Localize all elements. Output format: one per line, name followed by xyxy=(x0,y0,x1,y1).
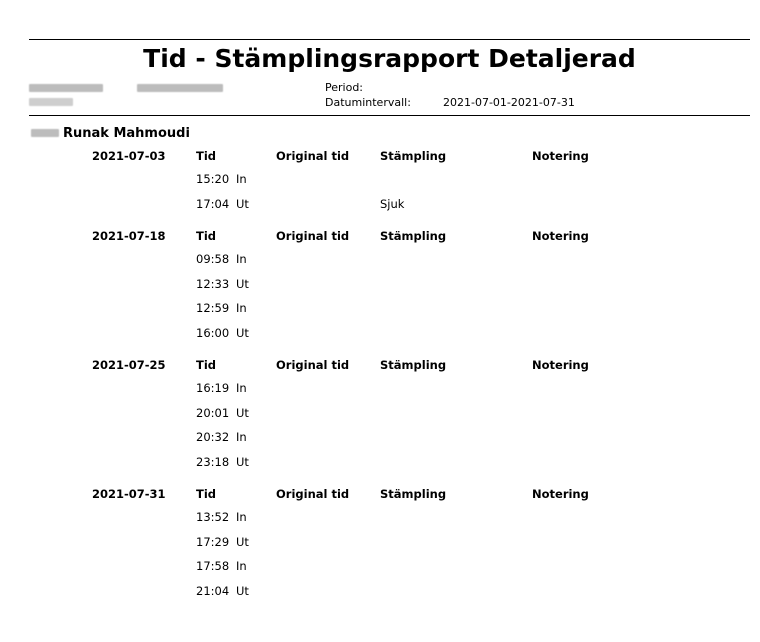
redacted-company-name xyxy=(137,84,223,92)
entry-time: 12:59 xyxy=(196,301,230,315)
entry-time: 20:01 xyxy=(196,406,230,420)
interval-value: 2021-07-01-2021-07-31 xyxy=(443,96,575,109)
day-date: 2021-07-03 xyxy=(92,149,166,163)
entry-direction: Ut xyxy=(236,406,249,420)
column-header-notering: Notering xyxy=(532,229,589,243)
column-header-original-tid: Original tid xyxy=(276,487,350,501)
column-header-stampling: Stämpling xyxy=(380,229,447,243)
entry-direction: Ut xyxy=(236,326,249,340)
entry-time: 17:29 xyxy=(196,535,230,549)
report-title: Tid - Stämplingsrapport Detaljerad xyxy=(143,44,636,73)
column-header-original-tid: Original tid xyxy=(276,358,350,372)
column-header-tid: Tid xyxy=(196,229,217,243)
entry-time: 21:04 xyxy=(196,584,230,598)
entry-time: 16:00 xyxy=(196,326,230,340)
column-header-original-tid: Original tid xyxy=(276,229,350,243)
entry-direction: In xyxy=(236,559,247,573)
entry-time: 13:52 xyxy=(196,510,230,524)
redacted-company-line-2 xyxy=(29,98,73,106)
top-rule xyxy=(29,39,750,40)
column-header-stampling: Stämpling xyxy=(380,149,447,163)
entry-direction: Ut xyxy=(236,584,249,598)
header-rule xyxy=(29,115,750,116)
redacted-employee-id xyxy=(31,129,59,137)
entry-direction: In xyxy=(236,252,247,266)
entry-direction: Ut xyxy=(236,197,249,211)
entry-time: 15:20 xyxy=(196,172,230,186)
interval-label: Datumintervall: xyxy=(325,96,411,109)
entry-direction: In xyxy=(236,301,247,315)
employee-name: Runak Mahmoudi xyxy=(63,126,190,141)
redacted-company-line-1 xyxy=(29,84,103,92)
entry-time: 17:04 xyxy=(196,197,230,211)
day-group xyxy=(0,229,760,349)
column-header-notering: Notering xyxy=(532,358,589,372)
column-header-tid: Tid xyxy=(196,487,217,501)
column-header-original-tid: Original tid xyxy=(276,149,350,163)
column-header-stampling: Stämpling xyxy=(380,358,447,372)
entry-direction: Ut xyxy=(236,455,249,469)
entry-direction: In xyxy=(236,430,247,444)
column-header-notering: Notering xyxy=(532,487,589,501)
column-header-stampling: Stämpling xyxy=(380,487,447,501)
column-header-tid: Tid xyxy=(196,358,217,372)
day-date: 2021-07-18 xyxy=(92,229,166,243)
day-date: 2021-07-31 xyxy=(92,487,166,501)
entry-direction: In xyxy=(236,172,247,186)
day-date: 2021-07-25 xyxy=(92,358,166,372)
entry-time: 17:58 xyxy=(196,559,230,573)
entry-stampling: Sjuk xyxy=(380,197,405,211)
entry-time: 09:58 xyxy=(196,252,230,266)
entry-direction: In xyxy=(236,381,247,395)
column-header-tid: Tid xyxy=(196,149,217,163)
day-group xyxy=(0,358,760,478)
entry-time: 12:33 xyxy=(196,277,230,291)
period-label: Period: xyxy=(325,81,364,94)
entry-direction: Ut xyxy=(236,277,249,291)
entry-direction: Ut xyxy=(236,535,249,549)
entry-time: 16:19 xyxy=(196,381,230,395)
entry-time: 20:32 xyxy=(196,430,230,444)
day-group xyxy=(0,487,760,607)
entry-time: 23:18 xyxy=(196,455,230,469)
column-header-notering: Notering xyxy=(532,149,589,163)
entry-direction: In xyxy=(236,510,247,524)
